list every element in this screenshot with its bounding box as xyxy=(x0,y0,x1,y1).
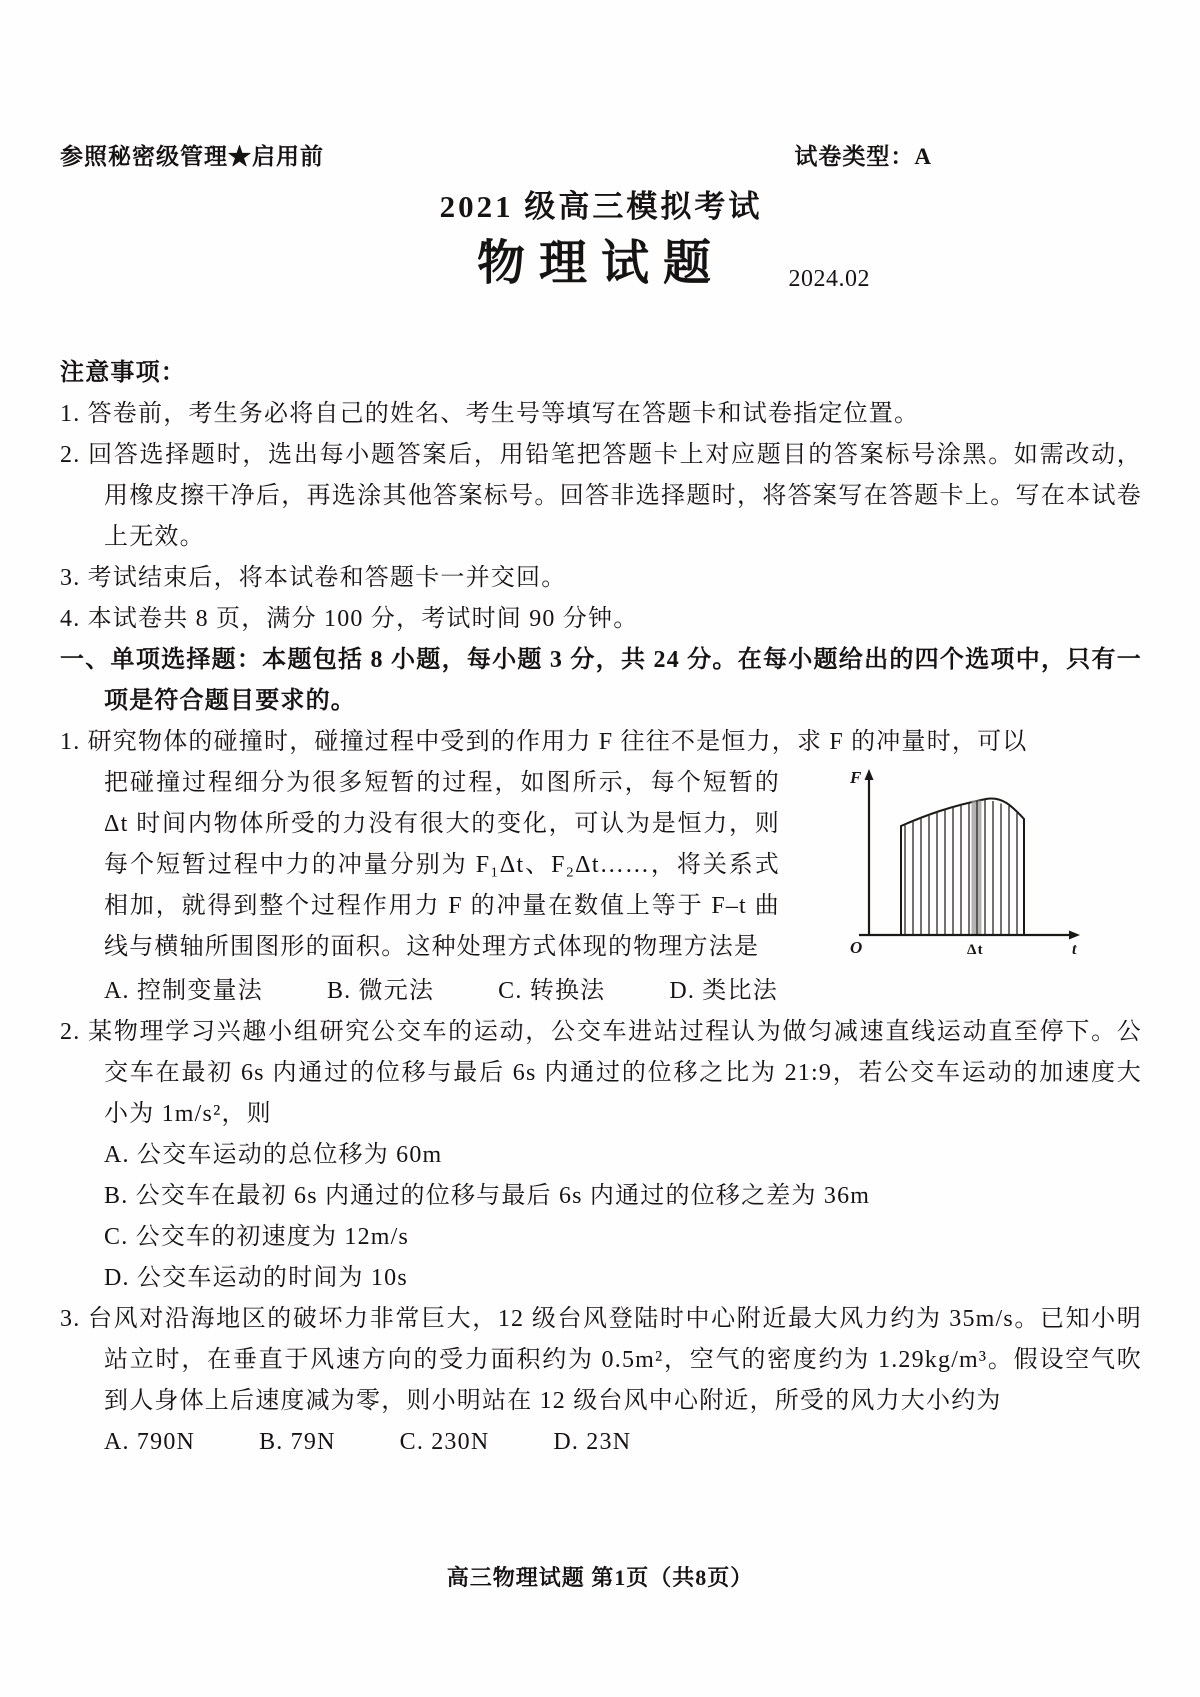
security-label: 参照秘密级管理★启用前 xyxy=(60,144,324,169)
notice-heading: 注意事项： xyxy=(60,360,186,386)
notice-item-4: 4. 本试卷共 8 页，满分 100 分，考试时间 90 分钟。 xyxy=(60,606,639,632)
q2-text: 2. 某物理学习兴趣小组研究公交车的运动，公交车进站过程认为做匀减速直线运动直至停下。公交车在最初 6s 内通过的位移与最后 6s 内通过的位移之比为 21:9，若公交车运动的加速度大小为 1m/s²，则 xyxy=(60,1019,1142,1127)
q3-option-b: B. 79N xyxy=(259,1429,336,1455)
q2-option-c: C. 公交车的初速度为 12m/s xyxy=(104,1224,410,1250)
section-heading: 一、单项选择题：本题包括 8 小题，每小题 3 分，共 24 分。在每小题给出的四个选项中，只有一项是符合题目要求的。 xyxy=(60,647,1142,714)
paper-body xyxy=(60,353,1142,1463)
question-1 xyxy=(60,722,1142,1012)
figure-origin-label: O xyxy=(850,938,864,957)
figure-y-axis-label: F xyxy=(850,768,863,787)
q1-body-text: 把碰撞过程细分为很多短暂的过程，如图所示，每个短暂的Δt 时间内物体所受的力没有很大的变化，可认为是恒力，则每个短暂过程中力的冲量分别为 F₁Δt、F₂Δt……，将关系式相加，就得到整个过程作用力 F 的冲量在数值上等于 F–t 曲线与横轴所围图形的面积。这种处理方式体现的物理方法是 xyxy=(104,770,780,960)
q3-option-d: D. 23N xyxy=(553,1429,632,1455)
page-footer: 高三物理试题 第1页（共8页） xyxy=(446,1565,754,1590)
q1-figure xyxy=(790,765,1142,967)
subject-title: 物理试题 xyxy=(476,237,725,290)
exam-session-title: 2021 级高三模拟考试 xyxy=(439,189,763,224)
notice-item-1: 1. 答卷前，考生务必将自己的姓名、考生号等填写在答题卡和试卷指定位置。 xyxy=(60,401,920,427)
q3-option-c: C. 230N xyxy=(399,1429,490,1455)
q1-option-b: B. 微元法 xyxy=(326,978,435,1004)
q3-option-a: A. 790N xyxy=(104,1429,196,1455)
figure-dt-label: Δt xyxy=(967,942,984,958)
question-3 xyxy=(60,1299,1142,1463)
q1-body-block xyxy=(60,763,1142,968)
q2-option-a: A. 公交车运动的总位移为 60m xyxy=(104,1142,443,1168)
notice-item-2: 2. 回答选择题时，选出每小题答案后，用铅笔把答题卡上对应题目的答案标号涂黑。如需改动，用橡皮擦干净后，再选涂其他答案标号。回答非选择题时，将答案写在答题卡上。写在本试卷上无效。 xyxy=(60,442,1142,550)
impulse-graph xyxy=(846,765,1086,961)
page-header xyxy=(60,138,1142,171)
subject-title-row xyxy=(60,231,1142,297)
q3-options xyxy=(60,1422,1142,1463)
paper-type-label: 试卷类型：A xyxy=(794,144,932,169)
exam-date: 2024.02 xyxy=(788,266,870,292)
q1-option-d: D. 类比法 xyxy=(669,978,778,1004)
q1-option-c: C. 转换法 xyxy=(498,978,606,1004)
q1-intro: 1. 研究物体的碰撞时，碰撞过程中受到的作用力 F 往往不是恒力，求 F 的冲量时，可以 xyxy=(60,729,1028,755)
figure-x-axis-label: t xyxy=(1072,941,1078,958)
question-2 xyxy=(60,1012,1142,1299)
q1-options xyxy=(60,971,1142,1012)
q3-text: 3. 台风对沿海地区的破坏力非常巨大，12 级台风登陆时中心附近最大风力约为 35m/s。已知小明站立时，在垂直于风速方向的受力面积约为 0.5m²，空气的密度约为 1.29kg/m³。假设空气吹到人身体上后速度减为零，则小明站在 12 级台风中心附近，所受的风力大小约为 xyxy=(60,1306,1142,1414)
q2-option-d: D. 公交车运动的时间为 10s xyxy=(104,1265,408,1291)
q2-option-b: B. 公交车在最初 6s 内通过的位移与最后 6s 内通过的位移之差为 36m xyxy=(104,1183,871,1209)
notice-item-3: 3. 考试结束后，将本试卷和答题卡一并交回。 xyxy=(60,565,567,591)
q1-option-a: A. 控制变量法 xyxy=(104,978,263,1004)
